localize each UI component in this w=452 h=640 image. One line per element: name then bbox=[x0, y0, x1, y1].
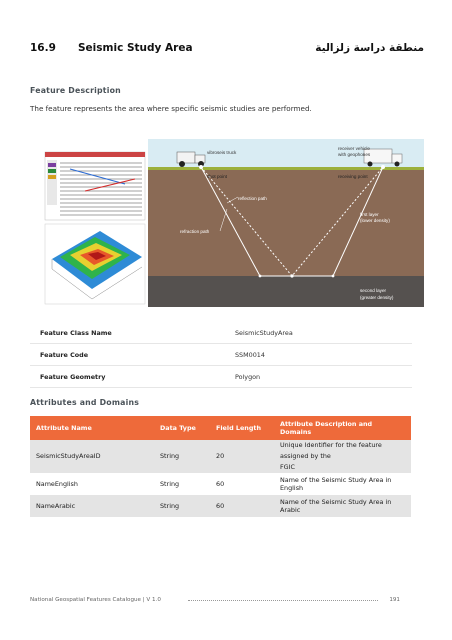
label-receiver-vehicle-1: receiver vehicle bbox=[338, 146, 370, 151]
feature-info-row bbox=[30, 344, 412, 366]
section-header bbox=[30, 42, 424, 58]
seismic-software-screenshot bbox=[45, 152, 145, 220]
page-footer bbox=[30, 597, 400, 607]
column-header: Field Length bbox=[210, 416, 274, 440]
label-second-layer-1: second layer bbox=[360, 288, 387, 293]
feature-info-row bbox=[30, 322, 412, 344]
footer-dotted-leader bbox=[188, 600, 378, 601]
label-reflection-path: reflection path bbox=[238, 196, 267, 201]
attribute-description-line: FGIC bbox=[280, 463, 295, 471]
terrain-3d-model bbox=[45, 224, 145, 304]
attribute-type: String bbox=[154, 495, 210, 517]
seismic-illustration bbox=[30, 139, 424, 307]
attributes-header-row bbox=[30, 416, 411, 440]
label-shot-point: shot point bbox=[207, 174, 227, 179]
attribute-length: 60 bbox=[210, 495, 274, 517]
section-title-arabic: منطقة دراسة زلزالية bbox=[315, 42, 424, 54]
label-refraction-path: refraction path bbox=[180, 229, 210, 234]
attribute-description bbox=[274, 440, 411, 473]
feature-info-row bbox=[30, 366, 412, 388]
feature-info-label: Feature Geometry bbox=[30, 366, 225, 388]
feature-description-text: The feature represents the area where specific seismic studies are performed. bbox=[30, 104, 312, 113]
table-row bbox=[30, 440, 411, 473]
attribute-type: String bbox=[154, 440, 210, 473]
feature-info-label: Feature Code bbox=[30, 344, 225, 366]
attributes-heading: Attributes and Domains bbox=[30, 398, 140, 407]
column-header: Attribute Description and Domains bbox=[274, 416, 411, 440]
attribute-description: Name of the Seismic Study Area in English bbox=[274, 473, 411, 495]
attribute-length: 20 bbox=[210, 440, 274, 473]
section-title: Seismic Study Area bbox=[78, 42, 193, 54]
label-second-layer-2: (greater density) bbox=[360, 295, 394, 300]
feature-info-label: Feature Class Name bbox=[30, 322, 225, 344]
column-header: Attribute Name bbox=[30, 416, 154, 440]
feature-info-table bbox=[30, 322, 412, 388]
page-number: 191 bbox=[389, 597, 400, 603]
attribute-description: Name of the Seismic Study Area in Arabic bbox=[274, 495, 411, 517]
footer-catalogue-name: National Geospatial Features Catalogue | V 1.0 bbox=[30, 597, 161, 603]
table-row bbox=[30, 473, 411, 495]
attribute-name: NameEnglish bbox=[30, 473, 154, 495]
feature-info-value: SSM0014 bbox=[225, 344, 412, 366]
label-receiver-vehicle-2: with geophones bbox=[338, 152, 371, 157]
section-number: 16.9 bbox=[30, 42, 56, 54]
label-first-layer-2: (lower density) bbox=[360, 218, 390, 223]
seismic-survey-diagram bbox=[148, 139, 424, 307]
attribute-description-line: Unique Identifier for the feature assigned by the bbox=[280, 441, 382, 460]
attribute-name: SeismicStudyAreaID bbox=[30, 440, 154, 473]
column-header: Data Type bbox=[154, 416, 210, 440]
label-receiving-point: receiving point bbox=[338, 174, 368, 179]
table-row bbox=[30, 495, 411, 517]
attribute-type: String bbox=[154, 473, 210, 495]
feature-description-heading: Feature Description bbox=[30, 86, 121, 95]
feature-info-value: SeismicStudyArea bbox=[225, 322, 412, 344]
attribute-name: NameArabic bbox=[30, 495, 154, 517]
label-vibroseis-truck: vibroseis truck bbox=[207, 150, 237, 155]
feature-info-value: Polygon bbox=[225, 366, 412, 388]
attribute-length: 60 bbox=[210, 473, 274, 495]
attributes-table bbox=[30, 416, 411, 517]
label-first-layer-1: first layer bbox=[360, 212, 379, 217]
